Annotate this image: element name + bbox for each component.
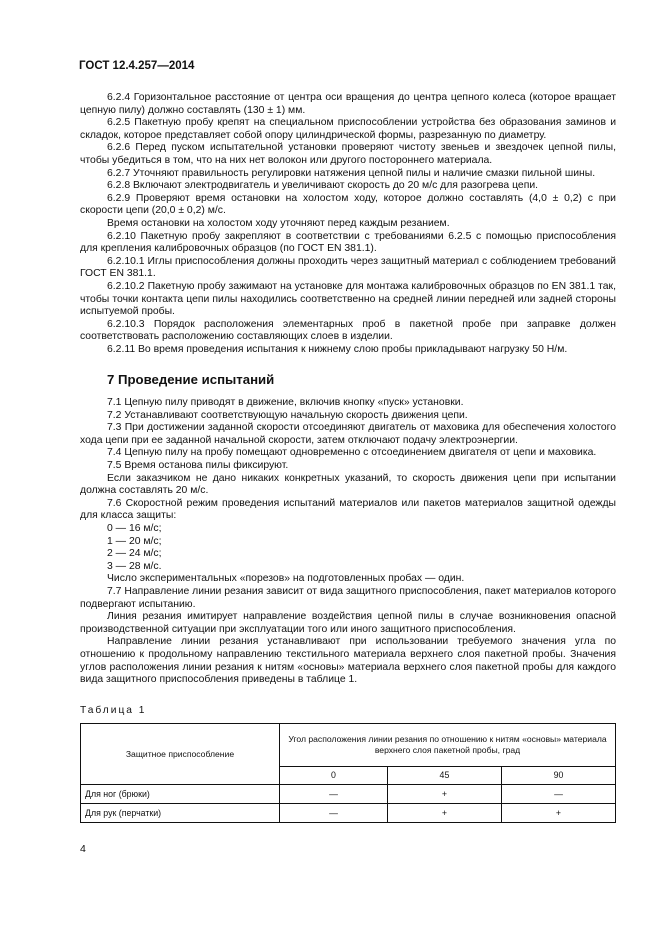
paragraph-6-2-8: 6.2.8 Включают электродвигатель и увеличивают скорость до 20 м/с для разогрева цепи. bbox=[107, 180, 539, 192]
table-header-device: Защитное приспособление bbox=[81, 724, 280, 785]
paragraph-cut-line: Линия резания имитирует направление воздействия цепной пилы в случае возникновения опасной производственной ситуации при эксплуатации того или иного защитного приспособления. bbox=[80, 611, 616, 635]
section-heading: 7 Проведение испытаний bbox=[107, 372, 275, 388]
page-number: 4 bbox=[80, 843, 86, 855]
table-cell: — bbox=[280, 803, 388, 822]
table-row bbox=[81, 784, 616, 803]
paragraph-6-2-10: 6.2.10 Пакетную пробу закрепляют в соответствии с требованиями 6.2.5 с помощью приспособления для крепления калибровочных образцов (по ГОСТ EN 381.1). bbox=[80, 230, 616, 255]
table-cell: + bbox=[387, 784, 501, 803]
paragraph-6-2-6: 6.2.6 Перед пуском испытательной установки проверяют чистоту звеньев и звездочек цепной пилы, чтобы убедиться в том, что на них нет волокон или другого постороннего материала. bbox=[80, 142, 616, 166]
table-cell: + bbox=[387, 803, 501, 822]
paragraph-7-7: 7.7 Направление линии резания зависит от вида защитного приспособления, пакет материалов которого подвергают испытанию. bbox=[80, 585, 617, 610]
table-header-angle: Угол расположения линии резания по отношению к нитям «основы» материала верхнего слоя пакетной пробы, град bbox=[280, 724, 616, 767]
paragraph-7-6: 7.6 Скоростной режим проведения испытаний материалов или пакетов материалов защитной одежды для класса защиты: bbox=[80, 497, 616, 522]
paragraph-7-2: 7.2 Устанавливают соответствующую начальную скорость движения цепи. bbox=[107, 409, 468, 421]
document-header: ГОСТ 12.4.257—2014 bbox=[79, 60, 195, 72]
table-cell: + bbox=[501, 803, 615, 822]
paragraph-6-2-10-3: 6.2.10.3 Порядок расположения элементарных проб в пакетной пробе при заправке должен соответствовать расположению составляющих слоев в изделии. bbox=[80, 318, 616, 343]
table-row-label: Для ног (брюки) bbox=[81, 784, 280, 803]
class-item: 3 — 28 м/с. bbox=[107, 560, 162, 572]
document-body bbox=[80, 92, 616, 823]
paragraph-6-2-5: 6.2.5 Пакетную пробу крепят на специальном приспособлении устройства без образования заминов и складок, которое представляет собой опору цилиндрической формы, разрезанную по диаметру. bbox=[80, 117, 616, 141]
paragraph-6-2-7: 6.2.7 Уточняют правильность регулировки натяжения цепной пилы и наличие смазки пильной шины. bbox=[107, 167, 596, 179]
table-header-angle-value: 0 bbox=[280, 767, 388, 785]
paragraph-6-2-10-1: 6.2.10.1 Иглы приспособления должны проходить через защитный материал с соблюдением требований ГОСТ EN 381.1. bbox=[80, 255, 616, 280]
data-table bbox=[80, 723, 616, 823]
paragraph-cuts: Число экспериментальных «порезов» на подготовленных пробах — один. bbox=[107, 573, 465, 585]
table-row-label: Для рук (перчатки) bbox=[81, 803, 280, 822]
paragraph-7-4: 7.4 Цепную пилу на пробу помещают одновременно с отсоединением двигателя от цепи и маховика. bbox=[107, 447, 597, 459]
table-cell: — bbox=[501, 784, 615, 803]
paragraph-speed-note: Если заказчиком не дано никаких конкретных указаний, то скорость движения цепи при испытании должна составлять 20 м/с. bbox=[80, 472, 616, 497]
paragraph-6-2-9: 6.2.9 Проверяют время остановки на холостом ходу, которое должно составлять (4,0 ± 0,2) с при скорости цепи (20,0 ± 0,2) м/с. bbox=[80, 192, 616, 217]
class-item: 2 — 24 м/с; bbox=[107, 548, 162, 560]
table-caption: Таблица 1 bbox=[80, 704, 147, 716]
paragraph-7-5: 7.5 Время останова пилы фиксируют. bbox=[107, 460, 289, 472]
table-cell: — bbox=[280, 784, 388, 803]
table-header-angle-value: 45 bbox=[387, 767, 501, 785]
paragraph-note: Время остановки на холостом ходу уточняют перед каждым резанием. bbox=[107, 217, 450, 229]
class-item: 1 — 20 м/с; bbox=[107, 535, 162, 547]
paragraph-cut-direction: Направление линии резания устанавливают при использовании требуемого значения угла по отношению к продольному направлению текстильного материала верхнего слоя пакетной пробы. Значения углов расположения линии резания к нитям «основы» материала верхнего слоя пакетной пробы для каждого вида защитного приспособления приведены в таблице 1. bbox=[80, 636, 616, 686]
class-item: 0 — 16 м/с; bbox=[107, 523, 162, 534]
paragraph-7-1: 7.1 Цепную пилу приводят в движение, включив кнопку «пуск» установки. bbox=[107, 397, 464, 409]
paragraph-7-3: 7.3 При достижении заданной скорости отсоединяют двигатель от маховика для обеспечения холостого хода цепи при ее заданной начальной скорости, затем отключают подачу электроэнергии. bbox=[80, 422, 616, 446]
table-header-angle-value: 90 bbox=[501, 767, 615, 785]
paragraph-6-2-11: 6.2.11 Во время проведения испытания к нижнему слою пробы прикладывают нагрузку 50 Н/м. bbox=[107, 343, 568, 355]
paragraph-6-2-4: 6.2.4 Горизонтальное расстояние от центра оси вращения до центра цепного колеса (которое вращает цепную пилу) должно составлять (130 ± 1) мм. bbox=[80, 92, 616, 116]
table-row bbox=[81, 803, 616, 822]
paragraph-6-2-10-2: 6.2.10.2 Пакетную пробу зажимают на установке для монтажа калибровочных образцов по EN 381.1 так, чтобы точки контакта цепи пилы находились соответственно на средней линии передней или задней стороны испытуемой пробы. bbox=[80, 280, 616, 318]
